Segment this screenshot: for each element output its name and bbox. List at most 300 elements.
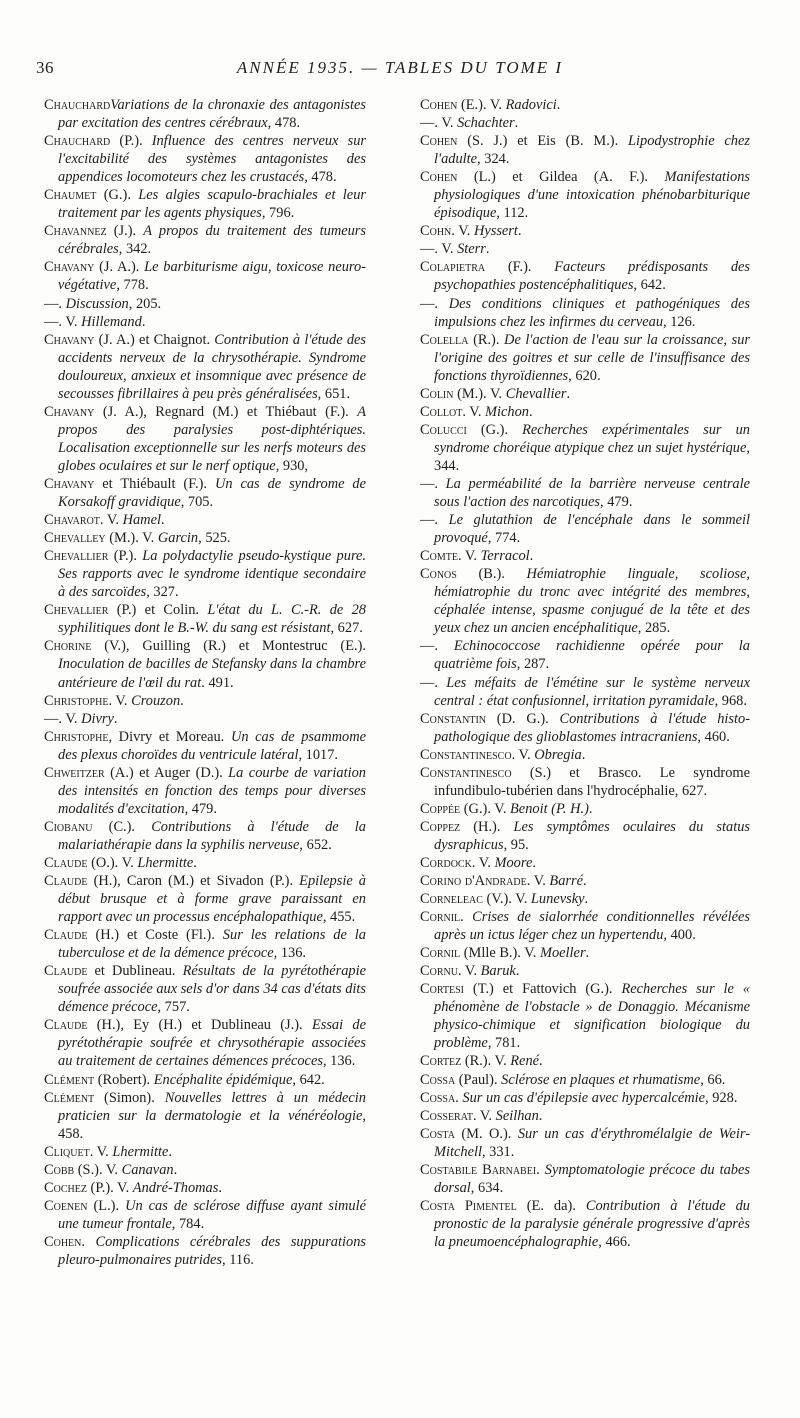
entry-author: Coppez [420, 818, 461, 835]
entry-author: Constantinesco [420, 746, 512, 763]
entry-coauthors: (T.) et Fattovich (G.). [464, 981, 622, 998]
entry-title: Facteurs prédisposants des psychopathies postencéphalitiques [434, 259, 750, 294]
index-entry [44, 1071, 366, 1089]
index-entry [420, 295, 750, 331]
entry-coauthors: (G.). [96, 187, 139, 204]
entry-title: Sclérose en plaques et rhumatisme [501, 1071, 701, 1088]
entry-coauthors: (R.). [468, 331, 505, 348]
entry-coauthors: (P.). [110, 133, 152, 150]
entry-title: Baruk [480, 963, 516, 980]
entry-coauthors: (L.). [87, 1197, 126, 1214]
entry-title: Benoit (P. H.) [510, 800, 589, 817]
entry-pages: . [485, 241, 490, 258]
index-entry [44, 962, 366, 1016]
entry-coauthors: (Paul). [455, 1071, 502, 1088]
entry-pages: , 342. [118, 241, 152, 258]
entry-pages: . 491. [201, 674, 234, 691]
entry-author: Cohen [420, 97, 458, 113]
entry-author: Chauchard [44, 133, 111, 150]
entry-coauthors: (R.). V. [461, 1053, 511, 1070]
entry-title: De l'action de l'eau sur la croissance, sur l'origine des goitres et sur celle de l'insuffisance des fonctions thyroïdiennes [434, 331, 751, 384]
entry-title: Les méfaits de l'émétine sur le système nerveux central : état confusionnel, irritation pyramidale [434, 674, 750, 709]
entry-author: Cortez [420, 1053, 462, 1070]
index-entry [44, 295, 366, 313]
entry-pages: . [566, 385, 571, 402]
index-entry [420, 168, 750, 222]
index-entry [44, 872, 366, 926]
entry-pages: . [529, 403, 533, 420]
entry-title: Lipodystrophie chez l'adulte [434, 133, 750, 168]
entry-title: Terracol [480, 548, 530, 565]
index-entry [44, 511, 366, 529]
entry-title: Symptomatologie précoce du tabes dorsal [434, 1161, 750, 1196]
entry-author: Chavany [44, 475, 95, 492]
entry-title: Des conditions cliniques et pathogéniques des impulsions chez les infirmes du cerveau [434, 295, 750, 330]
entry-title: La courbe de variation des intensités en fonction des temps pour diverses modalités d'excitation [58, 764, 366, 817]
entry-author: — [420, 674, 435, 691]
entry-title: Garcin [157, 530, 199, 547]
entry-author: Cordock [420, 854, 472, 871]
entry-author: Colin [420, 385, 454, 402]
index-entry [420, 944, 750, 962]
entry-author: Ciobanu [44, 818, 93, 835]
entry-pages: , 525. [198, 530, 231, 547]
entry-author: Costabile Barnabei [420, 1161, 537, 1178]
entry-author: Cohen [44, 1233, 82, 1250]
entry-pages: , 1017. [298, 746, 339, 763]
entry-pages: . [193, 854, 197, 871]
entry-coauthors: . V. [434, 241, 458, 258]
entry-coauthors: (Simon). [94, 1089, 165, 1106]
entry-author: Cochez [44, 1179, 87, 1196]
entry-pages: , 642. [633, 277, 666, 294]
entry-author: Clément [44, 1071, 95, 1088]
entry-title: Inoculation de bacilles de Stefansky dans la chambre antérieure de l'œil du rat [58, 656, 366, 691]
entry-author: Chauchard [44, 97, 111, 113]
index-entry [44, 1233, 366, 1269]
entry-title: A propos des paralysies post-diphtériques. Localisation exceptionnelle sur les nerfs moteurs des globes oculaires et sur le nerf optique [58, 403, 366, 474]
entry-pages: . [532, 854, 536, 871]
entry-title: Hamel [122, 512, 161, 529]
entry-title: Contributions à l'étude histo-pathologique des glioblastomes intracraniens [434, 710, 750, 745]
entry-coauthors: . V. [58, 313, 82, 330]
index-entry [420, 1052, 750, 1070]
index-entry [44, 854, 366, 872]
entry-author: Coenen [44, 1197, 88, 1214]
entry-title: Résultats de la pyrétothérapie soufrée associée aux sels d'or dans 34 cas d'états dits démence précoce [58, 963, 366, 1016]
page-number: 36 [36, 58, 54, 77]
entry-coauthors: . V. [511, 746, 535, 763]
entry-title: Un cas de sclérose diffuse ayant simulé une tumeur frontale [58, 1197, 367, 1232]
entry-coauthors: . [81, 1233, 96, 1250]
index-entry [44, 692, 366, 710]
entry-author: Chorine [44, 638, 92, 655]
entry-pages: . [517, 223, 522, 240]
index-entry [44, 313, 366, 331]
entry-coauthors: (H.) et Coste (Fl.). [87, 927, 223, 944]
entry-title: Michon [485, 403, 530, 420]
index-entry [44, 710, 366, 728]
index-entry [44, 1197, 366, 1233]
entry-coauthors: . [434, 475, 446, 492]
entry-pages: , 400. [663, 927, 696, 944]
entry-title: Moore [494, 854, 533, 871]
entry-pages: , 136. [322, 1053, 356, 1070]
entry-title: Moeller [539, 945, 586, 962]
index-entry [44, 1143, 366, 1161]
entry-pages: , 620. [568, 367, 601, 384]
entry-coauthors: et Thiébault (F.). [94, 475, 215, 492]
index-entry [44, 547, 366, 601]
entry-coauthors: (F.). [485, 259, 555, 276]
entry-coauthors: (O.). V. [87, 854, 138, 871]
index-entry [420, 1107, 750, 1125]
entry-author: Constantin [420, 710, 487, 727]
entry-coauthors: . V. [108, 692, 132, 709]
entry-coauthors: (G.). V. [460, 800, 511, 817]
entry-coauthors: . V. [451, 223, 474, 240]
entry-title: Hillemand [81, 313, 142, 330]
entry-title: Nouvelles lettres à un médecin praticien sur la dermatologie et la vénéréologie [58, 1089, 366, 1124]
index-entry [44, 926, 366, 962]
index-entry [420, 331, 750, 385]
index-entry [420, 800, 750, 818]
entry-title: La polydactylie pseudo-kystique pure. Ses rapports avec le syndrome identique secondaire à des sarcoïdes [58, 548, 366, 601]
entry-author: Colucci [420, 421, 467, 438]
index-entry [420, 1197, 750, 1251]
entry-coauthors: . V. [472, 1107, 496, 1124]
entry-coauthors: . V. [471, 854, 495, 871]
index-entry [44, 475, 366, 511]
entry-title: Influence des centres nerveux sur l'excitabilité des systèmes antagonistes des appendices locomoteurs chez les crustacés [58, 133, 366, 186]
entry-title: Le glutathion de l'encéphale dans le sommeil provoqué [434, 512, 750, 547]
entry-pages: , 126. [663, 313, 696, 330]
entry-pages: , 95. [503, 836, 529, 853]
entry-author: — [420, 115, 435, 132]
index-entry [420, 258, 750, 294]
entry-author: Chevallier [44, 602, 109, 619]
index-entry [420, 475, 750, 511]
entry-pages: , 136. [273, 945, 307, 962]
entry-coauthors: (Mlle B.). V. [460, 945, 540, 962]
entry-pages: , 466. [598, 1233, 631, 1250]
entry-coauthors: (Robert). [94, 1071, 154, 1088]
entry-title: Crises de sialorrhée conditionnelles révélées après un ictus léger chez un hypertendu [434, 909, 750, 944]
entry-coauthors: (J. A.) et Chaignot. [94, 331, 215, 348]
index-entry [420, 854, 750, 872]
entry-coauthors: (G.). [466, 421, 523, 438]
entry-pages: . [180, 692, 184, 709]
entry-title: René [510, 1053, 540, 1070]
entry-title: Les symptômes oculaires du status dysraphicus [434, 818, 750, 853]
entry-coauthors: (S. J.) et Eis (B. M.). [457, 133, 628, 150]
entry-author: Coppée [420, 800, 461, 817]
index-entry [420, 96, 750, 114]
entry-author: Cossa [420, 1071, 456, 1088]
entry-pages: . [584, 891, 589, 908]
entry-author: Chaumet [44, 187, 97, 204]
entry-author: Cohen [420, 133, 458, 150]
entry-coauthors: (J. A.), Regnard (M.) et Thiébaut (F.). [94, 403, 358, 420]
entry-coauthors: (J. A.). [94, 259, 145, 276]
entry-title: Sur les relations de la tuberculose et de la démence précoce [58, 927, 367, 962]
entry-author: Comte [420, 548, 458, 565]
entry-title: A propos du traitement des tumeurs cérébrales [58, 223, 366, 258]
index-entry [44, 186, 366, 222]
entry-coauthors: (M.). V. [453, 385, 506, 402]
entry-author: Claude [44, 873, 88, 890]
entry-author: Claude [44, 854, 88, 871]
entry-author: — [44, 710, 59, 727]
entry-title: Hyssert [473, 223, 518, 240]
entry-author: Constantinesco [420, 764, 512, 781]
entry-coauthors: (L.) et Gildea (A. F.). [457, 169, 665, 186]
entry-title: Lhermitte [137, 854, 194, 871]
index-entry [420, 1161, 750, 1197]
entry-pages: , 652. [299, 836, 332, 853]
entry-author: Claude [44, 963, 88, 980]
entry-title: Un cas de psammome des plexus choroïdes du ventricule latéral [58, 728, 366, 763]
entry-title: Variations de la chronaxie des antagonistes par excitation des centres cérébraux [58, 97, 366, 132]
entry-title: Radovici [505, 97, 557, 113]
entry-pages: , 928. [705, 1089, 738, 1106]
index-entry [420, 872, 750, 890]
index-entry [44, 529, 366, 547]
entry-author: Claude [44, 927, 88, 944]
entry-author: Cortesi [420, 981, 464, 998]
entry-coauthors: (E.). V. [457, 97, 506, 113]
index-entry [420, 114, 750, 132]
index-entry [420, 132, 750, 168]
entry-coauthors: . V. [457, 963, 481, 980]
entry-author: Chavany [44, 403, 95, 420]
index-entry [44, 222, 366, 258]
index-entry [44, 1179, 366, 1197]
entry-title: Complications cérébrales des suppurations pleuro-pulmonaires putrides [58, 1233, 366, 1268]
index-entry [420, 385, 750, 403]
entry-pages: , 324. [477, 151, 510, 168]
entry-pages: , 285. [637, 620, 671, 637]
entry-coauthors: (H.), Caron (M.) et Sivadon (P.). [87, 873, 300, 890]
entry-author: Cossa [420, 1089, 456, 1106]
index-entry [44, 258, 366, 294]
entry-pages: . [582, 873, 587, 890]
entry-author: Costa [420, 1125, 455, 1142]
entry-pages: , 796. [261, 205, 295, 222]
entry-author: Cohn [420, 223, 452, 240]
entry-coauthors: (M. O.). [454, 1125, 518, 1142]
entry-coauthors: . [434, 674, 447, 691]
entry-title: Sterr [457, 241, 486, 258]
entry-author: Chavany [44, 259, 95, 276]
entry-author: Chweitzer [44, 764, 105, 781]
entry-author: Chavarot [44, 512, 100, 529]
entry-coauthors: . V. [434, 115, 458, 132]
entry-author: Colapietra [420, 259, 486, 276]
entry-pages: . [538, 1107, 543, 1124]
entry-coauthors: (V.), Guilling (R.) et Montestruc (E.). [91, 638, 366, 655]
entry-pages: . [515, 963, 520, 980]
entry-pages: , 116. [222, 1252, 254, 1268]
entry-title: Echinococcose rachidienne opérée pour la quatrième fois [434, 638, 750, 673]
entry-pages: , 774. [487, 530, 521, 547]
entry-pages: , 784. [171, 1215, 205, 1232]
entry-title: Obregia [534, 746, 582, 763]
entry-title: La perméabilité de la barrière nerveuse centrale sous l'action des narcotiques [434, 475, 751, 511]
entry-author: Corino d'Andrade [420, 873, 527, 890]
entry-author: Chavannez [44, 223, 107, 240]
entry-coauthors: . V. [462, 403, 486, 420]
entry-pages: . [173, 1161, 178, 1178]
entry-coauthors: . [536, 1161, 545, 1178]
index-entry [44, 331, 366, 403]
entry-author: Cobb [44, 1161, 75, 1178]
entry-coauthors: . [434, 512, 449, 529]
entry-coauthors: (P.) et Colin. [108, 602, 208, 619]
entry-pages: . [218, 1179, 222, 1196]
index-entry [420, 222, 750, 240]
index-entry [44, 1016, 366, 1070]
entry-coauthors: . [434, 638, 454, 655]
entry-pages: , 458. [58, 1107, 366, 1142]
entry-pages: , 344. [434, 439, 750, 474]
entry-coauthors: . V. [526, 873, 550, 890]
index-entry [420, 637, 750, 673]
index-entry [420, 764, 750, 800]
index-entry [420, 565, 750, 637]
entry-title: Les algies scapulo-brachiales et leur traitement par les agents physiques [58, 187, 366, 222]
entry-author: Conos [420, 566, 457, 583]
entry-coauthors: (V.). V. [482, 891, 531, 908]
entry-coauthors: . V. [58, 710, 82, 727]
entry-coauthors: (H.), Ey (H.) et Dublineau (J.). [87, 1017, 312, 1034]
entry-pages: , 627. [330, 620, 363, 637]
entry-author: Cornil [420, 909, 461, 926]
entry-author: — [420, 638, 435, 655]
entry-author: — [420, 241, 435, 258]
entry-pages: . [556, 97, 561, 113]
entry-pages: , 331. [481, 1143, 515, 1160]
entry-pages: , 479. [184, 800, 217, 817]
entry-title: Recherches sur le « phénomène de l'obstacle » de Donaggio. Mécanisme physico-chimique et signification biologique du problème [434, 981, 750, 1052]
entry-pages: , 327. [146, 584, 179, 601]
entry-coauthors: . [455, 1089, 463, 1106]
entry-coauthors: , Divry et Moreau. [108, 728, 231, 745]
entry-title: Seilhan [495, 1107, 539, 1124]
entry-pages: , 705. [180, 494, 214, 511]
entry-coauthors: (M.). V. [105, 530, 158, 547]
index-entry [420, 1089, 750, 1107]
entry-pages: , 112. [496, 205, 529, 222]
running-head [36, 58, 764, 78]
right-column [420, 96, 750, 1251]
index-entry [420, 962, 750, 980]
entry-pages: , 478. [304, 169, 337, 186]
entry-author: Cliquet [44, 1143, 90, 1160]
entry-title: Schachter [457, 115, 515, 132]
index-entry [44, 728, 366, 764]
entry-coauthors: (C.). [92, 818, 152, 835]
index-entry [44, 637, 366, 691]
entry-coauthors: (H.). [460, 818, 514, 835]
entry-pages: , 781. [487, 1035, 521, 1052]
entry-author: Christophe [44, 692, 109, 709]
entry-title: Divry [81, 710, 114, 727]
index-entry [420, 746, 750, 764]
index-entry [44, 601, 366, 637]
entry-coauthors: (D. G.). [486, 710, 560, 727]
entry-coauthors: (B.). [456, 566, 527, 583]
entry-title: Manifestations physiologiques d'une intoxication phénobarbiturique épisodique [434, 169, 750, 222]
entry-pages: . [581, 746, 586, 763]
entry-author: Corneleac [420, 891, 483, 908]
entry-coauthors: . [434, 295, 449, 312]
entry-pages: , 479. [600, 494, 633, 511]
entry-title: André-Thomas [132, 1179, 219, 1196]
entry-author: — [44, 295, 59, 312]
entry-title: Un cas de syndrome de Korsakoff gravidique [58, 475, 366, 511]
entry-title: Epilepsie à début brusque et à forme grave paraissant en rapport avec un processus encéphalopathique [58, 873, 367, 926]
entry-pages: , 478. [267, 115, 301, 132]
entry-pages: , 778. [116, 277, 149, 294]
entry-pages: , 66. [700, 1071, 726, 1088]
index-entry [420, 511, 750, 547]
entry-coauthors: et Dublineau. [87, 963, 183, 980]
index-entry [420, 547, 750, 565]
entry-title: Contributions à l'étude de la malariathérapie dans la syphilis nerveuse [58, 818, 366, 853]
index-entry [420, 674, 750, 710]
entry-author: Cohen [420, 169, 458, 186]
entry-title: Le barbiturisme aigu, toxicose neuro-végétative [58, 259, 366, 294]
index-entry [44, 1161, 366, 1179]
entry-title: Contribution à l'étude du pronostic de la paralysie générale progressive d'après la pneumoencéphalographie [434, 1197, 751, 1250]
entry-title: Contribution à l'étude des accidents nerveux de la chrysothérapie. Syndrome douloureux, anxieux et insomnique avec présence de secousses fibrillaires à peu près généralisées [58, 331, 366, 402]
entry-title: Recherches expérimentales sur un syndrome choréique atypique chez un sujet hystérique [434, 421, 750, 456]
index-entry [420, 403, 750, 421]
entry-author: Chavany [44, 331, 95, 348]
entry-pages: . [168, 1143, 172, 1160]
entry-author: Claude [44, 1017, 88, 1034]
entry-coauthors: . [460, 909, 473, 926]
entry-pages: , 968. [714, 692, 747, 709]
entry-pages: , 287. [516, 656, 550, 673]
index-entry [44, 764, 366, 818]
entry-author: — [420, 295, 435, 312]
entry-title: Sur un cas d'épilepsie avec hypercalcémie [462, 1089, 706, 1106]
index-entry [420, 1071, 750, 1089]
entry-author: Chevallier [44, 548, 109, 565]
entry-coauthors: . [58, 295, 66, 312]
index-entry [44, 132, 366, 186]
entry-pages: , 634. [470, 1179, 504, 1196]
entry-pages: , 460. [697, 728, 730, 745]
index-entry [420, 818, 750, 854]
entry-author: — [420, 512, 435, 529]
entry-coauthors: . V. [99, 512, 123, 529]
entry-author: — [44, 313, 59, 330]
entry-author: Christophe [44, 728, 109, 745]
entry-coauthors: (P.). V. [86, 1179, 133, 1196]
entry-author: Collot [420, 403, 463, 420]
running-title: ANNÉE 1935. — TABLES DU TOME I [236, 58, 564, 77]
index-entry [420, 421, 750, 475]
entry-author: Cornu [420, 963, 458, 980]
index-entry [420, 1125, 750, 1161]
entry-coauthors: (J.). [106, 223, 144, 240]
index-entry [44, 403, 366, 475]
entry-title: Lunevsky [530, 891, 585, 908]
entry-title: Barré [549, 873, 583, 890]
